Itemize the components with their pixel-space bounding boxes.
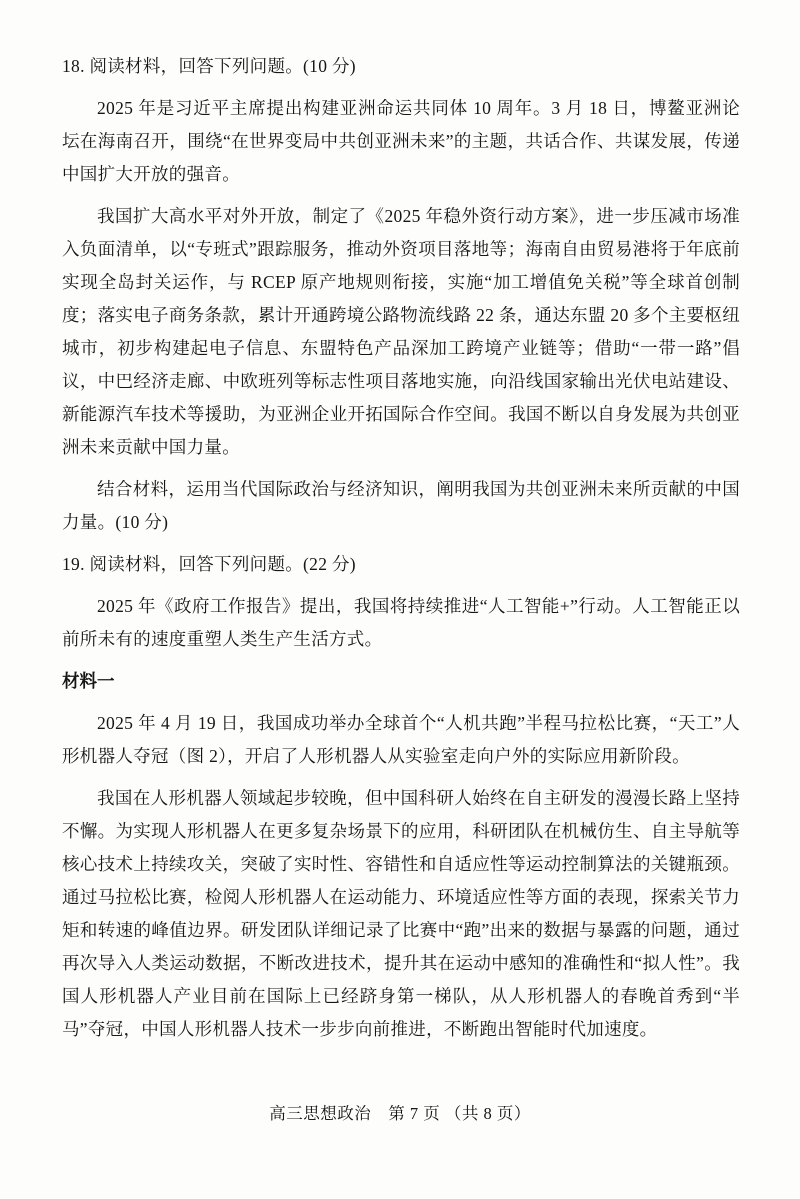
question-18-paragraph-2: 我国扩大高水平对外开放，制定了《2025 年稳外资行动方案》，进一步压减市场准入负面清单，以“专班式”跟踪服务，推动外资项目落地等；海南自由贸易港将于年底前实现全岛封关运作，与 RCEP 原产地规则衔接，实施“加工增值免关税”等全球首创制度；落实电子商务条款，累计开通跨境公路物流线路 22 条，通达东盟 20 多个主要枢纽城市，初步构建起电子信息、东盟特色产品深加工跨境产业链等；借助“一带一路”倡议，中巴经济走廊、中欧班列等标志性项目落地实施，向沿线国家输出光伏电站建设、新能源汽车技术等援助，为亚洲企业开拓国际合作空间。我国不断以自身发展为共创亚洲未来贡献中国力量。 bbox=[62, 206, 740, 457]
question-18-heading: 18. 阅读材料，回答下列问题。(10 分) bbox=[62, 56, 356, 76]
question-18-paragraph-1: 2025 年是习近平主席提出构建亚洲命运共同体 10 周年。3 月 18 日，博鳌亚洲论坛在海南召开，围绕“在世界变局中共创亚洲未来”的主题，共话合作、共谋发展，传递中国扩大开放的强音。 bbox=[62, 98, 740, 184]
question-19-intro: 2025 年《政府工作报告》提出，我国将持续推进“人工智能+”行动。人工智能正以前所未有的速度重塑人类生产生活方式。 bbox=[62, 596, 740, 649]
material-one-paragraph-1: 2025 年 4 月 19 日，我国成功举办全球首个“人机共跑”半程马拉松比赛，“天工”人形机器人夺冠（图 2），开启了人形机器人从实验室走向户外的实际应用新阶段。 bbox=[62, 713, 740, 766]
question-18-task: 结合材料，运用当代国际政治与经济知识，阐明我国为共创亚洲未来所贡献的中国力量。(10 分) bbox=[62, 479, 740, 532]
material-one-paragraph-2: 我国在人形机器人领域起步较晚，但中国科研人始终在自主研发的漫漫长路上坚持不懈。为实现人形机器人在更多复杂场景下的应用，科研团队在机械仿生、自主导航等核心技术上持续攻关，突破了实时性、容错性和自适应性等运动控制算法的关键瓶颈。通过马拉松比赛，检阅人形机器人在运动能力、环境适应性等方面的表现，探索关节力矩和转速的峰值边界。研发团队详细记录了比赛中“跑”出来的数据与暴露的问题，通过再次导入人类运动数据，不断改进技术，提升其在运动中感知的准确性和“拟人性”。我国人形机器人产业目前在国际上已经跻身第一梯队，从人形机器人的春晚首秀到“半马”夺冠，中国人形机器人技术一步步向前推进，不断跑出智能时代加速度。 bbox=[62, 788, 740, 1039]
page-footer: 高三思想政治 第 7 页 （共 8 页） bbox=[269, 1104, 531, 1123]
material-one-label: 材料一 bbox=[62, 671, 115, 691]
question-19-heading: 19. 阅读材料，回答下列问题。(22 分) bbox=[62, 554, 356, 574]
